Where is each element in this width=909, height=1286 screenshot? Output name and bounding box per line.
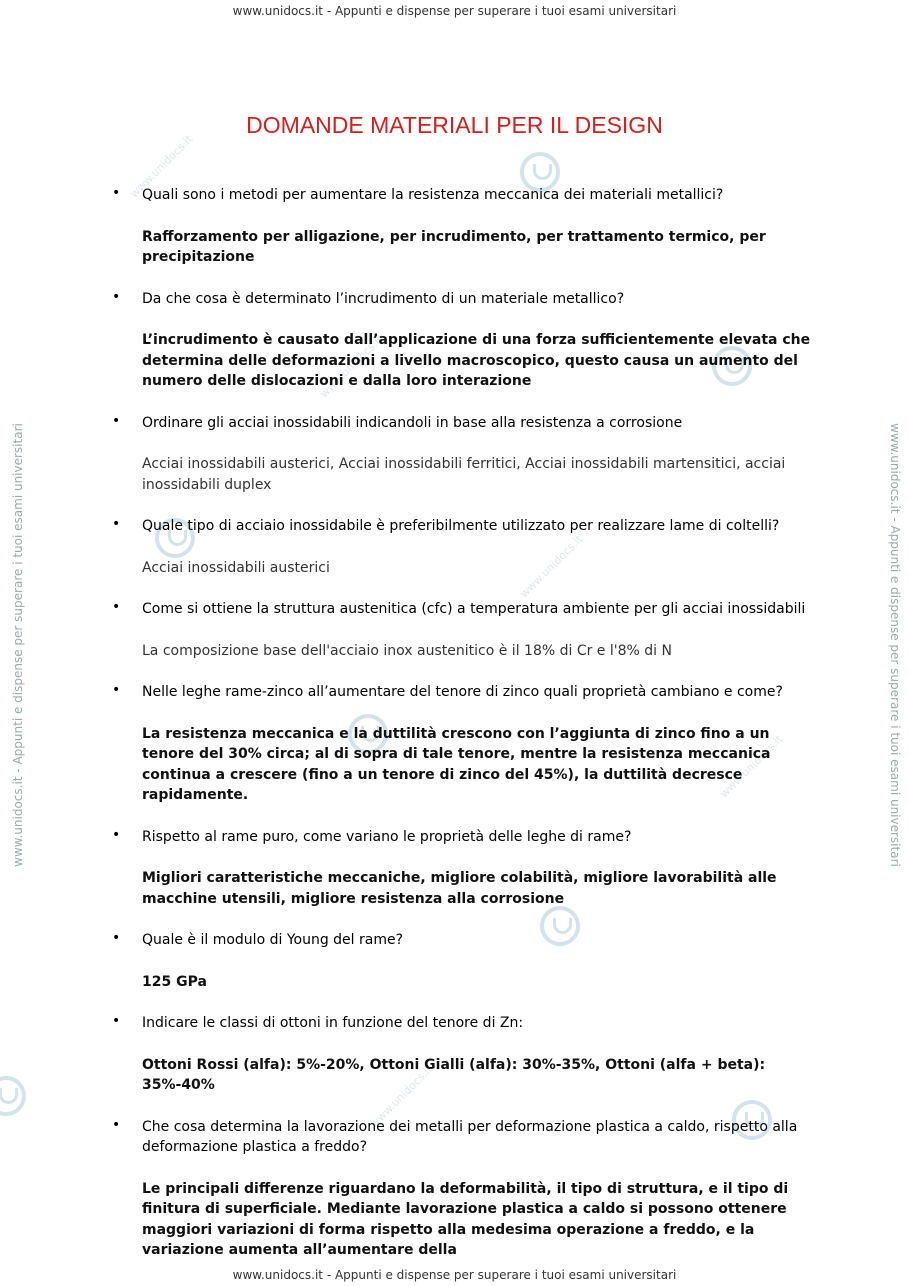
right-side-watermark: www.unidocs.it - Appunti e dispense per superare i tuoi esami universitari	[888, 423, 902, 867]
answer-text: 125 GPa	[142, 973, 207, 990]
question-text: Rispetto al rame puro, come variano le proprietà delle leghe di rame?	[142, 828, 632, 845]
qa-item	[112, 516, 822, 578]
question-text: Quale è il modulo di Young del rame?	[142, 932, 404, 948]
bullet-icon: •	[112, 516, 121, 532]
page-footer-watermark: www.unidocs.it - Appunti e dispense per superare i tuoi esami universitari	[232, 1268, 677, 1282]
diagonal-watermark: www.unidocs.it	[367, 1062, 436, 1131]
diagonal-watermark: www.unidocs.it	[127, 132, 196, 201]
question-text: Quali sono i metodi per aumentare la resistenza meccanica dei materiali metallici?	[142, 187, 724, 203]
bullet-icon: •	[112, 1013, 121, 1029]
answer-text: La composizione base dell'acciaio inox austenitico è il 18% di Cr e l'8% di N	[142, 642, 672, 659]
answer-text: Migliori caratteristiche meccaniche, migliore colabilità, migliore lavorabilità alle macchine utensili, migliore resistenza alla corrosione	[142, 870, 777, 907]
qa-item	[112, 682, 822, 806]
diagonal-watermark: www.unidocs.it	[717, 732, 786, 801]
bullet-icon: •	[112, 1116, 121, 1133]
qa-item	[112, 930, 822, 992]
question-text: Indicare le classi di ottoni in funzione del tenore di Zn:	[142, 1015, 524, 1031]
bullet-icon: •	[112, 288, 121, 305]
left-side-watermark: www.unidocs.it - Appunti e dispense per superare i tuoi esami universitari	[11, 423, 25, 867]
bullet-icon: •	[112, 826, 121, 843]
diagonal-watermark: www.unidocs.it	[517, 532, 586, 601]
answer-text: Acciai inossidabili austerici	[142, 559, 330, 576]
answer-text: Le principali differenze riguardano la deformabilità, il tipo di struttura, e il tipo di finitura di superficiale. Mediante lavorazione plastica a caldo si possono ottenere maggiori variazioni di forma rispetto alla medesima operazione a freddo, e la variazione aumenta all’aumentare della	[142, 1180, 789, 1258]
unidocs-logo-icon	[0, 1076, 26, 1116]
qa-item	[112, 289, 822, 392]
qa-item	[112, 1117, 822, 1261]
document-title: DOMANDE MATERIALI PER IL DESIGN	[246, 112, 663, 138]
question-text: Nelle leghe rame-zinco all’aumentare del tenore di zinco quali proprietà cambiano e come?	[142, 684, 783, 700]
qa-item	[112, 185, 822, 268]
qa-item	[112, 413, 822, 496]
question-text: Da che cosa è determinato l’incrudimento di un materiale metallico?	[142, 290, 625, 307]
answer-text: Ottoni Rossi (alfa): 5%-20%, Ottoni Gialli (alfa): 30%-35%, Ottoni (alfa + beta): 35%-40%	[142, 1056, 766, 1093]
answer-text: L’incrudimento è causato dall’applicazione di una forza sufficientemente elevata che determina delle deformazioni a livello macroscopico, questo causa un aumento del numero delle dislocazioni e dalla loro interazione	[142, 332, 811, 389]
answer-text: Acciai inossidabili austerici, Acciai inossidabili ferritici, Acciai inossidabili martensitici, acciai inossidabili duplex	[142, 456, 786, 493]
qa-item	[112, 599, 822, 661]
bullet-icon: •	[112, 185, 121, 201]
qa-list	[112, 185, 822, 1261]
page-header-watermark: www.unidocs.it - Appunti e dispense per superare i tuoi esami universitari	[232, 4, 677, 18]
answer-text: Rafforzamento per alligazione, per incrudimento, per trattamento termico, per precipitazione	[142, 228, 766, 265]
question-text: Ordinare gli acciai inossidabili indicandoli in base alla resistenza a corrosione	[142, 414, 683, 431]
answer-text: La resistenza meccanica e la duttilità crescono con l’aggiunta di zinco fino a un tenore del 30% circa; al di sopra di tale tenore, mentre la resistenza meccanica continua a crescere (fino a un tenore di zinco del 45%), la duttilità decresce rapidamente.	[142, 725, 771, 803]
question-text: Che cosa determina la lavorazione dei metalli per deformazione plastica a caldo, rispetto alla deformazione plastica a freddo?	[142, 1118, 798, 1155]
question-text: Come si ottiene la struttura austenitica (cfc) a temperatura ambiente per gli acciai inossidabili	[142, 601, 806, 617]
bullet-icon: •	[112, 930, 121, 946]
bullet-icon: •	[112, 599, 121, 615]
question-text: Quale tipo di acciaio inossidabile è preferibilmente utilizzato per realizzare lame di coltelli?	[142, 518, 780, 534]
qa-item	[112, 827, 822, 910]
bullet-icon: •	[112, 682, 121, 698]
diagonal-watermark: www.unidocs.it	[317, 332, 386, 401]
qa-item	[112, 1013, 822, 1096]
bullet-icon: •	[112, 412, 121, 429]
